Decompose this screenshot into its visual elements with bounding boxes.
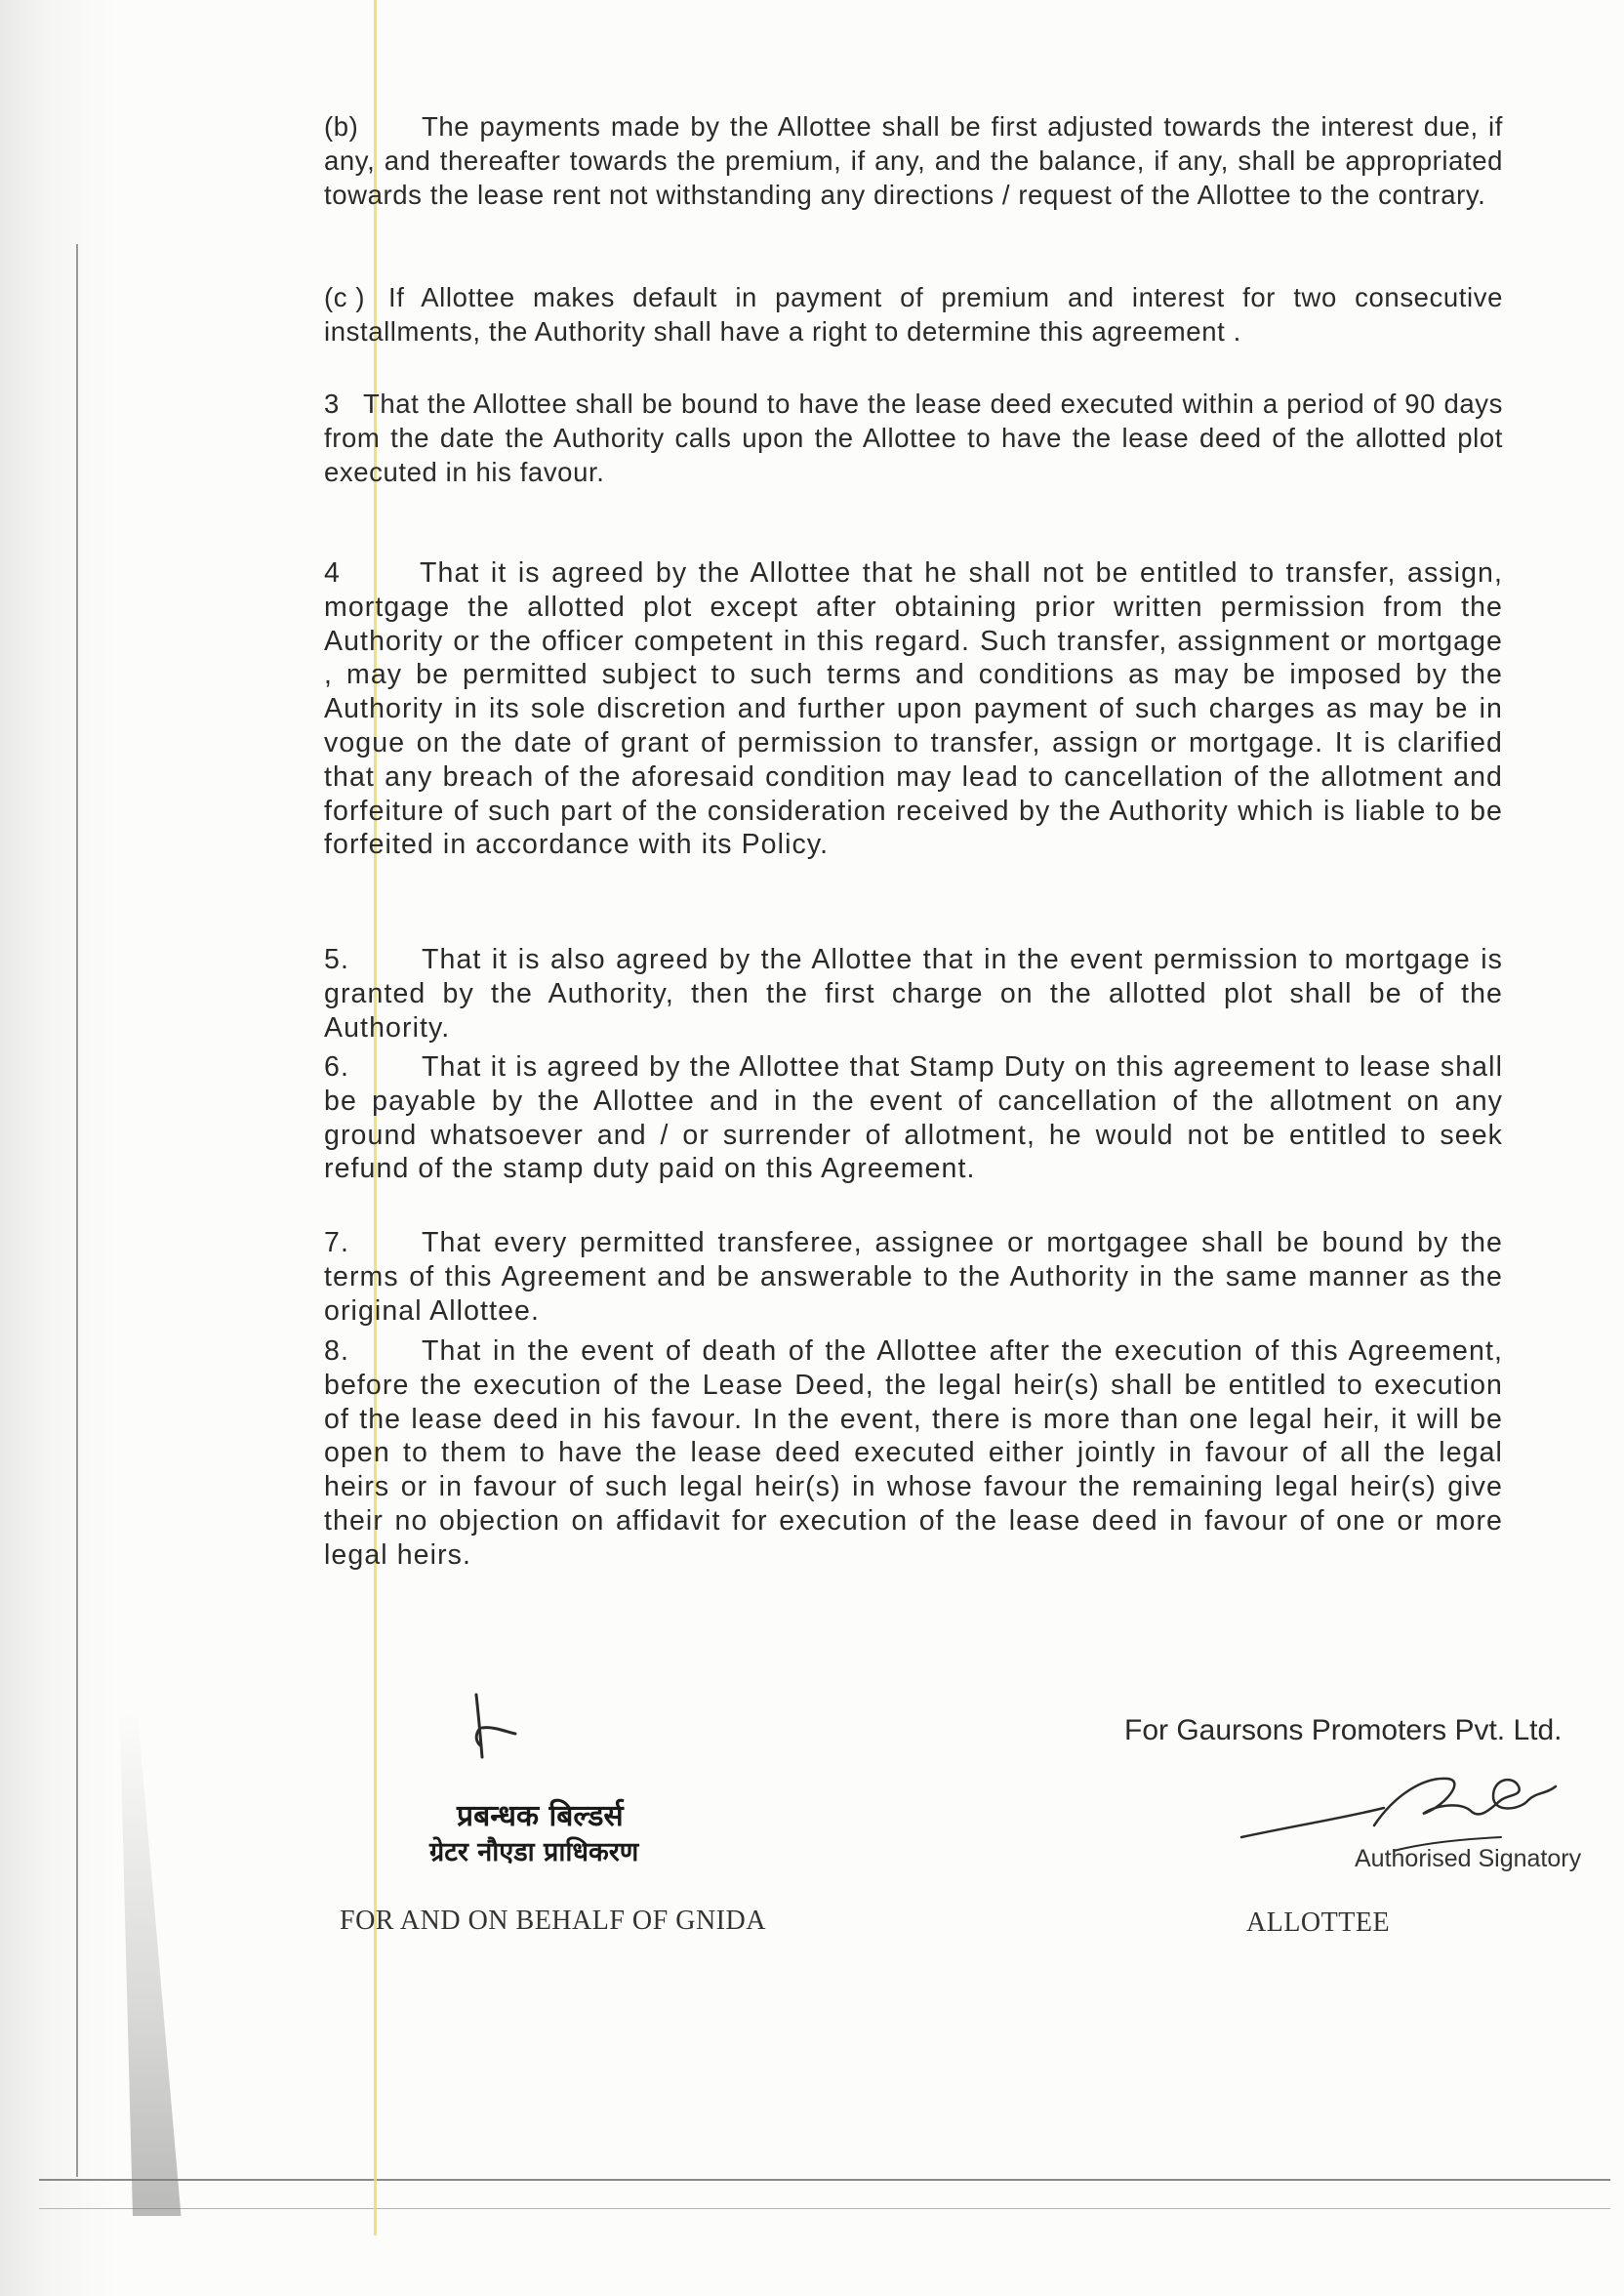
clause-7-label: 7. — [324, 1227, 349, 1258]
gnida-caption: FOR AND ON BEHALF OF GNIDA — [340, 1906, 766, 1936]
clause-3 — [324, 387, 1503, 489]
clause-7 — [324, 1226, 1503, 1328]
clause-c-text: If Allottee makes default in payment of premium and interest for two consecutive installments, the Authority shall have a right to determine this agreement . — [324, 282, 1503, 347]
clause-8-text: That in the event of death of the Allottee after the execution of this Agreement, before the execution of the Lease Deed, the legal heir(s) shall be entitled to execution of the lease deed in his favour. In the event, there is more than one legal heir, it will be open to them to have the lease deed executed either jointly in favour of all the legal heirs or in favour of such legal heir(s) in whose favour the remaining legal heir(s) give their no objection on affidavit for execution of the lease deed in favour of one or more legal heirs. — [324, 1335, 1503, 1571]
signatory-caption: Authorised Signatory — [1355, 1845, 1582, 1872]
clause-b-text: The payments made by the Allottee shall be first adjusted towards the interest due, if any, and thereafter towards the premium, if any, and the balance, if any, shall be appropriated towards the lease rent not withstanding any directions / request of the Allottee to the contrary. — [324, 111, 1503, 210]
gnida-stamp-line2: ग्रेटर नौएडा प्राधिकरण — [429, 1837, 639, 1867]
gnida-stamp-line1: प्रबन्धक बिल्डर्स — [457, 1799, 624, 1833]
clause-b-label: (b) — [324, 111, 359, 142]
clause-4-text: That it is agreed by the Allottee that he shall not be entitled to transfer, assign, mortgage the allotted plot except after obtaining prior written permission from the Authority or the officer competent in this regard. Such transfer, assignment or mortgage , may be permitted subject to such terms and conditions as may be imposed by the Authority in its sole discretion and further upon payment of such charges as may be in vogue on the date of grant of permission to transfer, assign or mortgage. It is clarified that any breach of the aforesaid condition may lead to cancellation of the allotment and forfeiture of such part of the consideration received by the Authority which is liable to be forfeited in accordance with its Policy. — [324, 557, 1503, 861]
clause-c-label: (c ) — [324, 282, 366, 312]
clause-7-text: That every permitted transferee, assignee or mortgagee shall be bound by the terms of this Agreement and be answerable to the Authority in the same manner as the original Allottee. — [324, 1227, 1503, 1327]
clause-5-text: That it is also agreed by the Allottee that in the event permission to mortgage is granted by the Authority, then the first charge on the allotted plot shall be of the Authority. — [324, 944, 1503, 1044]
clause-3-label: 3 — [324, 389, 340, 419]
allottee-caption: ALLOTTEE — [1246, 1907, 1391, 1938]
clause-6 — [324, 1050, 1503, 1186]
company-name: For Gaursons Promoters Pvt. Ltd. — [1124, 1714, 1563, 1746]
scan-edge-vertical — [76, 244, 78, 2177]
scan-edge-horizontal-2 — [39, 2208, 1610, 2209]
clause-c — [324, 280, 1503, 348]
scan-shadow-left — [0, 0, 117, 2296]
clause-8 — [324, 1334, 1503, 1573]
clause-5 — [324, 943, 1503, 1045]
scan-edge-horizontal — [39, 2179, 1610, 2181]
clause-8-label: 8. — [324, 1335, 349, 1367]
clause-5-label: 5. — [324, 944, 349, 975]
gnida-signature-mark — [459, 1689, 527, 1767]
clause-6-label: 6. — [324, 1051, 349, 1083]
clause-4-label: 4 — [324, 557, 341, 589]
clause-b — [324, 109, 1503, 212]
clause-4 — [324, 556, 1503, 862]
clause-6-text: That it is agreed by the Allottee that Stamp Duty on this agreement to lease shall be payable by the Allottee and in the event of cancellation of the allotment on any ground whatsoever and / or surrender of allotment, he would not be entitled to seek refund of the stamp duty paid on this Agreement. — [324, 1051, 1503, 1185]
clause-3-text: That the Allottee shall be bound to have the lease deed executed within a period of 90 days from the date the Authority calls upon the Allottee to have the lease deed of the allotted plot executed in his favour. — [324, 389, 1503, 487]
